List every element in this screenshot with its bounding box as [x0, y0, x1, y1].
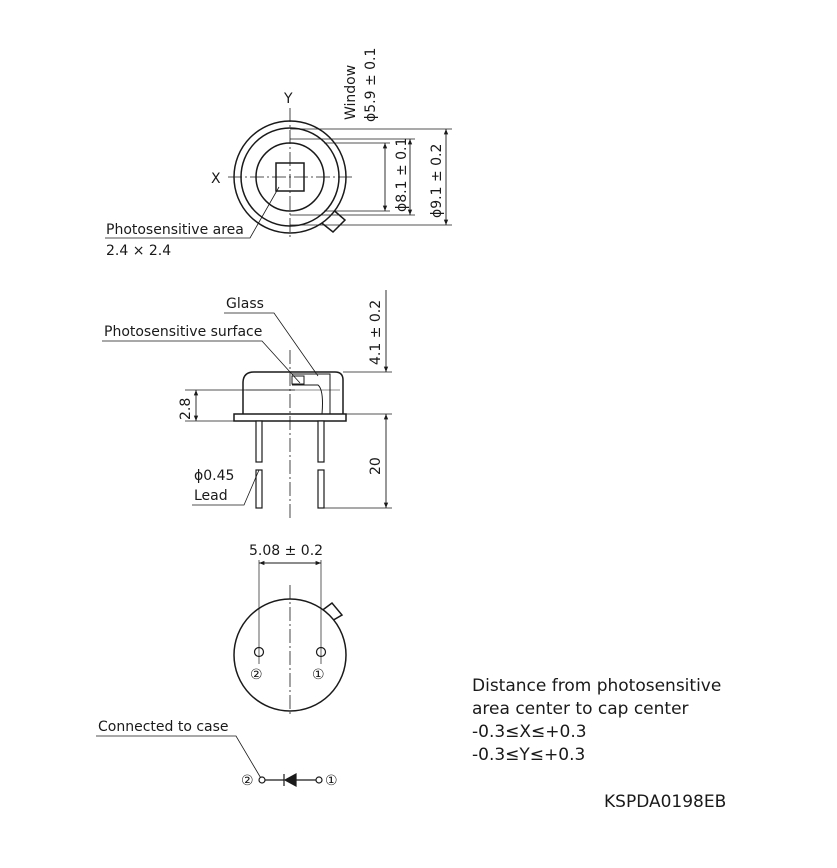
lead-diameter-label: ϕ0.45: [194, 468, 235, 484]
glass-label: Glass: [226, 296, 264, 312]
photodiode-symbol: [284, 774, 296, 786]
pin-1-label: ①: [312, 667, 325, 683]
drawing-code: KSPDA0198EB: [604, 792, 727, 812]
photosensitive-surface-label: Photosensitive surface: [104, 324, 263, 340]
schematic: [96, 736, 322, 786]
schematic-pin-2: ②: [241, 773, 254, 789]
lead-label: Lead: [194, 488, 228, 504]
lead-length-dimension: 20: [368, 457, 384, 475]
axis-y-label: Y: [284, 91, 293, 107]
pin-pitch-dimension: 5.08 ± 0.2: [249, 543, 324, 559]
height-dimension: 4.1 ± 0.2: [368, 299, 384, 365]
lead-left: [256, 421, 262, 462]
photosensitive-area-size: 2.4 × 2.4: [106, 243, 172, 259]
bottom-view: [234, 560, 346, 715]
cap-body: [243, 372, 343, 414]
outer-diameter-dimension: ϕ9.1 ± 0.2: [429, 143, 445, 218]
window-dimension: ϕ5.9 ± 0.1: [363, 47, 379, 122]
window-label: Window: [343, 64, 359, 120]
note-line-4: -0.3≤Y≤+0.3: [472, 745, 586, 765]
schematic-pin-1: ①: [325, 773, 338, 789]
note-line-2: area center to cap center: [472, 699, 689, 719]
note-line-3: -0.3≤X≤+0.3: [472, 722, 587, 742]
axis-x-label: X: [211, 171, 221, 187]
inner-diameter-dimension: ϕ8.1 ± 0.1: [394, 137, 410, 212]
note-line-1: Distance from photosensitive: [472, 676, 722, 696]
pin-2-label: ②: [250, 667, 263, 683]
photosensitive-area-label: Photosensitive area: [106, 222, 244, 238]
connected-to-case-label: Connected to case: [98, 719, 229, 735]
lead-right: [318, 421, 324, 462]
surface-dimension: 2.8: [178, 397, 194, 420]
